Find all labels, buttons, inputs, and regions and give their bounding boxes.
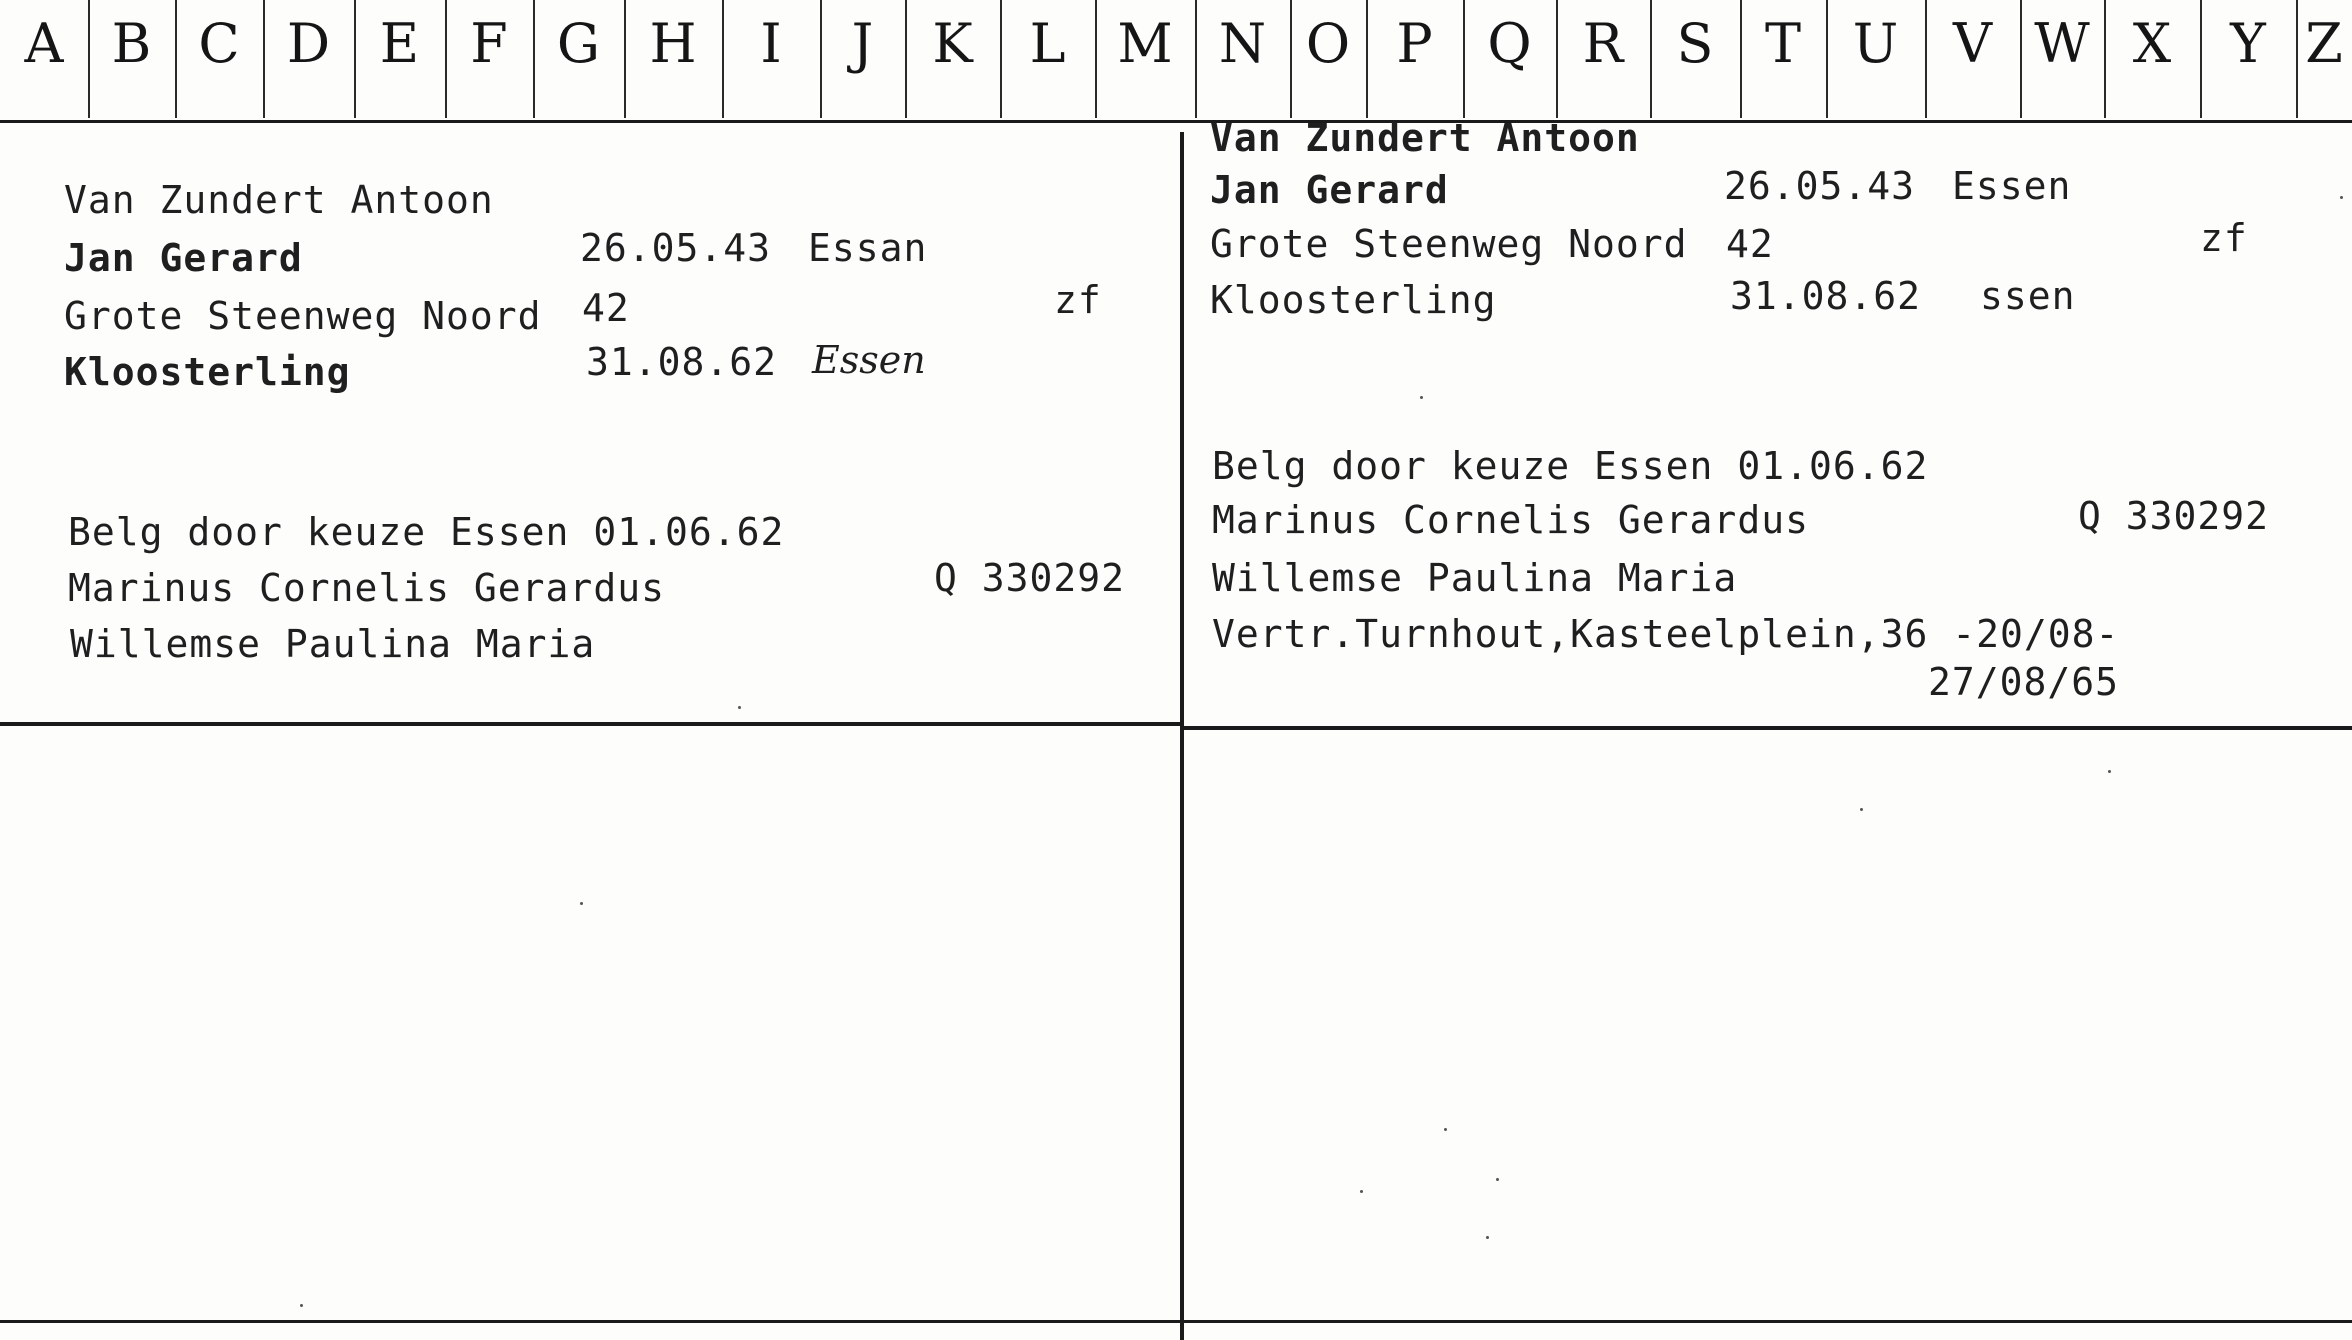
index-separator: [1826, 0, 1828, 118]
index-separator: [624, 0, 626, 118]
index-letter-j: J: [851, 12, 874, 75]
left-father: Marinus Cornelis Gerardus: [68, 566, 665, 610]
index-letter-n: N: [1218, 12, 1267, 75]
index-letter-i: I: [760, 12, 782, 75]
left-code: zf: [1054, 278, 1102, 322]
index-letter-w: W: [2034, 12, 2090, 75]
index-separator: [1556, 0, 1558, 118]
scan-speck: [738, 706, 741, 709]
right-birth-place: Essen: [1952, 164, 2072, 208]
right-reference: Q 330292: [2078, 494, 2270, 538]
index-letter-v: V: [1953, 12, 1992, 75]
index-letter-h: H: [649, 12, 697, 75]
index-letter-c: C: [198, 12, 240, 75]
scan-speck: [300, 1304, 303, 1307]
right-mother: Willemse Paulina Maria: [1212, 556, 1738, 600]
index-separator: [1650, 0, 1652, 118]
index-separator: [88, 0, 90, 118]
index-letter-z: Z: [2305, 12, 2343, 75]
index-letter-o: O: [1305, 12, 1351, 75]
index-letter-f: F: [470, 12, 508, 75]
scan-speck: [1420, 396, 1423, 399]
index-letter-g: G: [556, 12, 601, 75]
index-letter-p: P: [1396, 12, 1433, 75]
scan-speck: [1360, 1190, 1363, 1193]
left-card-bottom-rule: [0, 722, 1180, 726]
index-letter-m: M: [1117, 12, 1173, 75]
left-birth-date: 26.05.43: [580, 226, 772, 270]
left-name: Van Zundert Antoon: [64, 178, 494, 222]
index-letter-b: B: [111, 12, 152, 75]
right-birth-date: 26.05.43: [1724, 164, 1916, 208]
index-letter-q: Q: [1487, 12, 1532, 75]
right-nationality: Belg door keuze Essen 01.06.62: [1212, 444, 1929, 488]
index-letter-e: E: [379, 12, 420, 75]
right-place-arrival: ssen: [1980, 274, 2076, 318]
scan-speck: [1860, 808, 1863, 811]
left-date-arrival: 31.08.62: [586, 340, 778, 384]
right-given-names: Jan Gerard: [1210, 168, 1449, 212]
index-separator: [533, 0, 535, 118]
right-code: zf: [2200, 216, 2248, 260]
index-separator: [1290, 0, 1292, 118]
index-letter-y: Y: [2230, 12, 2266, 75]
index-separator: [905, 0, 907, 118]
scan-speck: [2340, 196, 2343, 199]
scan-speck: [1486, 1236, 1489, 1239]
index-separator: [175, 0, 177, 118]
right-occupation: Kloosterling: [1210, 278, 1497, 322]
right-house-number: 42: [1726, 222, 1774, 266]
scan-speck: [2108, 770, 2111, 773]
lower-right-rule: [1184, 1320, 2352, 1323]
center-divider: [1180, 132, 1184, 1340]
left-nationality: Belg door keuze Essen 01.06.62: [68, 510, 785, 554]
index-separator: [1195, 0, 1197, 118]
index-letter-l: L: [1029, 12, 1066, 75]
strip-bottom-rule: [0, 120, 2352, 123]
index-letter-r: R: [1582, 12, 1624, 75]
index-letter-u: U: [1852, 12, 1899, 75]
scan-speck: [1496, 1178, 1499, 1181]
index-separator: [354, 0, 356, 118]
index-separator: [722, 0, 724, 118]
alphabet-index-strip: [0, 0, 2352, 120]
right-date-arrival: 31.08.62: [1730, 274, 1922, 318]
left-given-names: Jan Gerard: [64, 236, 303, 280]
index-separator: [445, 0, 447, 118]
index-separator: [1000, 0, 1002, 118]
index-letter-x: X: [2132, 12, 2172, 75]
lower-left-rule: [0, 1320, 1180, 1323]
scan-speck: [1444, 1128, 1447, 1131]
right-street: Grote Steenweg Noord: [1210, 222, 1688, 266]
index-separator: [1463, 0, 1465, 118]
index-letter-t: T: [1764, 12, 1802, 75]
index-letter-s: S: [1676, 12, 1714, 75]
right-departure: Vertr.Turnhout,Kasteelplein,36 -20/08-: [1212, 612, 2120, 656]
index-separator: [2020, 0, 2022, 118]
index-separator: [1925, 0, 1927, 118]
index-separator: [263, 0, 265, 118]
left-place-arrival: Essen: [812, 338, 926, 382]
right-name: Van Zundert Antoon: [1210, 116, 1640, 160]
index-letter-a: A: [24, 12, 64, 75]
scan-speck: [580, 902, 583, 905]
index-separator: [2200, 0, 2202, 118]
right-card-bottom-rule: [1184, 726, 2352, 730]
index-separator: [1366, 0, 1368, 118]
index-separator: [1740, 0, 1742, 118]
left-house-number: 42: [582, 286, 630, 330]
left-mother: Willemse Paulina Maria: [70, 622, 596, 666]
index-separator: [820, 0, 822, 118]
index-separator: [2296, 0, 2298, 118]
left-reference: Q 330292: [934, 556, 1126, 600]
left-birth-place: Essan: [808, 226, 928, 270]
index-letter-k: K: [932, 12, 973, 75]
index-separator: [1095, 0, 1097, 118]
index-letter-d: D: [286, 12, 331, 75]
left-street: Grote Steenweg Noord: [64, 294, 542, 338]
right-departure-end: 27/08/65: [1928, 660, 2120, 704]
left-occupation: Kloosterling: [64, 350, 351, 394]
right-father: Marinus Cornelis Gerardus: [1212, 498, 1809, 542]
index-separator: [2104, 0, 2106, 118]
